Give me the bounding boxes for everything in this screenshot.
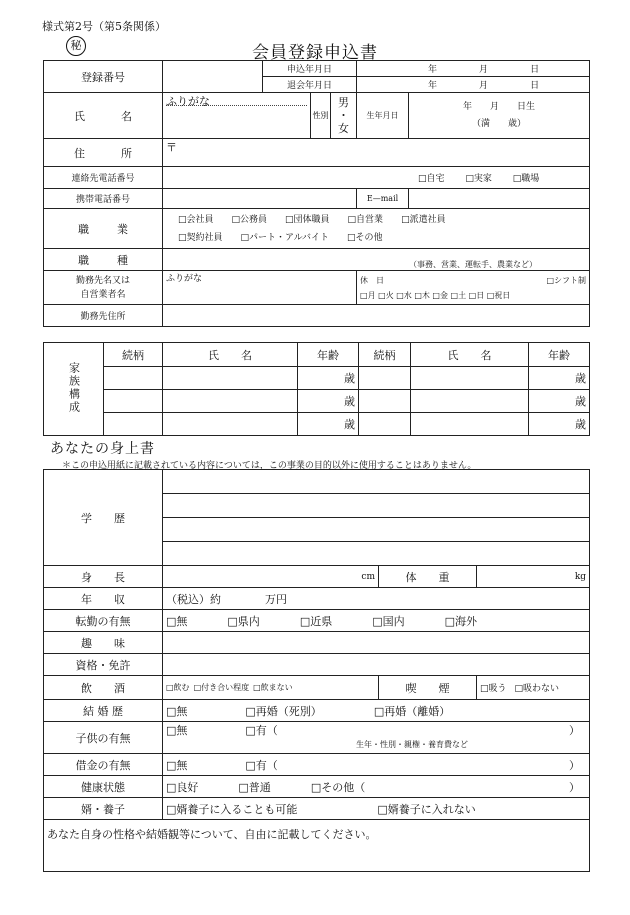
reg-no-field[interactable] xyxy=(163,61,263,93)
family-age-header: 年齢 xyxy=(298,343,359,367)
free-text-field[interactable]: あなた自身の性格や結婚観等について、自由に記載してください。 xyxy=(44,820,590,872)
holiday-field[interactable]: 休 日 □シフト制 □月 □火 □水 □木 □金 □土 □日 □祝日 xyxy=(357,271,590,305)
drink-label: 飲 酒 xyxy=(44,676,163,700)
phone-opt-family[interactable]: □実家 xyxy=(465,174,492,184)
family-cell[interactable] xyxy=(163,390,298,413)
furigana-label: ふりがな xyxy=(166,93,307,106)
license-field[interactable] xyxy=(163,654,590,676)
family-table xyxy=(43,342,590,436)
family-age[interactable]: 歳 xyxy=(298,390,359,413)
debt-field[interactable]: □無 □有（ ） xyxy=(163,754,590,776)
adoption-field[interactable]: □婿養子に入ることも可能 □婿養子に入れない xyxy=(163,798,590,820)
family-label: 家族構成 xyxy=(44,343,104,436)
employer-label: 勤務先名又は 自営業者名 xyxy=(44,271,163,305)
license-label: 資格・免許 xyxy=(44,654,163,676)
education-line[interactable] xyxy=(163,518,590,542)
family-cell[interactable] xyxy=(163,367,298,390)
email-label: E—mail xyxy=(357,189,409,209)
address-label: 住 所 xyxy=(44,139,163,167)
job-type-field[interactable]: （事務、営業、運転手、農業など） xyxy=(163,249,590,271)
family-cell[interactable] xyxy=(359,413,411,436)
birth-field[interactable]: 年 月 日生 （満 歳） xyxy=(409,93,590,139)
email-field[interactable] xyxy=(409,189,590,209)
weight-label: 体 重 xyxy=(379,566,477,588)
family-cell[interactable] xyxy=(104,390,163,413)
family-cell[interactable] xyxy=(359,367,411,390)
children-label: 子供の有無 xyxy=(44,722,163,754)
registration-table xyxy=(43,60,590,327)
family-cell[interactable] xyxy=(411,367,529,390)
sex-field[interactable]: 男 ・ 女 xyxy=(331,93,357,139)
apply-date-field[interactable]: 年 月 日 xyxy=(357,61,590,77)
privacy-note: ＊この申込用紙に記載されている内容については，この事業の目的以外に使用することはありません。 xyxy=(62,461,477,471)
confidential-stamp: 秘 xyxy=(66,36,86,56)
job-type-label: 職 種 xyxy=(44,249,163,271)
mobile-field[interactable] xyxy=(163,189,357,209)
phone-label: 連絡先電話番号 xyxy=(44,167,163,189)
postal-mark: 〒 xyxy=(166,141,177,154)
education-line[interactable] xyxy=(163,470,590,494)
name-label: 氏 名 xyxy=(44,93,163,139)
children-field[interactable]: □無 □有（ ） 生年・性別・親権・養育費など xyxy=(163,722,590,754)
family-name-header: 氏 名 xyxy=(411,343,529,367)
phone-opt-work[interactable]: □職場 xyxy=(512,174,540,184)
reg-no-label: 登録番号 xyxy=(44,61,163,93)
height-label: 身 長 xyxy=(44,566,163,588)
income-label: 年 収 xyxy=(44,588,163,610)
education-label: 学 歴 xyxy=(44,470,163,566)
family-age[interactable]: 歳 xyxy=(529,413,590,436)
section-title: あなたの身上書 xyxy=(50,441,155,457)
apply-date-label: 申込年月日 xyxy=(263,61,357,77)
family-cell[interactable] xyxy=(104,367,163,390)
name-field[interactable] xyxy=(163,93,311,139)
income-field[interactable]: （税込）約 万円 xyxy=(163,588,590,610)
address-field[interactable] xyxy=(163,139,590,167)
hobby-field[interactable] xyxy=(163,632,590,654)
marriage-label: 結 婚 歴 xyxy=(44,700,163,722)
education-line[interactable] xyxy=(163,494,590,518)
form-number: 様式第2号（第5条関係） xyxy=(42,20,166,33)
smoke-label: 喫 煙 xyxy=(379,676,477,700)
family-cell[interactable] xyxy=(359,390,411,413)
form-title: 会員登録申込書 xyxy=(252,43,378,63)
employer-field[interactable]: ふりがな xyxy=(163,271,357,305)
transfer-field[interactable]: □無 □県内 □近県 □国内 □海外 xyxy=(163,610,590,632)
drink-field[interactable]: □飲む □付き合い程度 □飲まない xyxy=(163,676,379,700)
weight-field[interactable]: kg xyxy=(477,566,590,588)
work-address-field[interactable] xyxy=(163,305,590,327)
family-age[interactable]: 歳 xyxy=(529,367,590,390)
work-address-label: 勤務先住所 xyxy=(44,305,163,327)
profile-table xyxy=(43,469,590,872)
birth-label: 生年月日 xyxy=(357,93,409,139)
family-age[interactable]: 歳 xyxy=(298,367,359,390)
family-age[interactable]: 歳 xyxy=(298,413,359,436)
mobile-label: 携帯電話番号 xyxy=(44,189,163,209)
sex-label: 性別 xyxy=(311,93,331,139)
family-cell[interactable] xyxy=(104,413,163,436)
smoke-field[interactable]: □吸う □吸わない xyxy=(477,676,590,700)
family-cell[interactable] xyxy=(163,413,298,436)
family-relation-header: 続柄 xyxy=(104,343,163,367)
withdraw-date-field[interactable]: 年 月 日 xyxy=(357,77,590,93)
phone-opt-home[interactable]: □自宅 xyxy=(418,174,445,184)
health-field[interactable]: □良好 □普通 □その他（ ） xyxy=(163,776,590,798)
family-name-header: 氏 名 xyxy=(163,343,298,367)
marriage-field[interactable]: □無 □再婚（死別） □再婚（離婚） xyxy=(163,700,590,722)
phone-field[interactable] xyxy=(163,167,590,189)
health-label: 健康状態 xyxy=(44,776,163,798)
family-relation-header: 続柄 xyxy=(359,343,411,367)
education-line[interactable] xyxy=(163,542,590,566)
withdraw-date-label: 退会年月日 xyxy=(263,77,357,93)
adoption-label: 婿・養子 xyxy=(44,798,163,820)
family-age[interactable]: 歳 xyxy=(529,390,590,413)
hobby-label: 趣 味 xyxy=(44,632,163,654)
occupation-field[interactable]: □会社員 □公務員 □団体職員 □自営業 □派遣社員 □契約社員 □パート・アルバイト □その他 xyxy=(163,209,590,249)
debt-label: 借金の有無 xyxy=(44,754,163,776)
transfer-label: 転勤の有無 xyxy=(44,610,163,632)
family-age-header: 年齢 xyxy=(529,343,590,367)
occupation-label: 職 業 xyxy=(44,209,163,249)
family-cell[interactable] xyxy=(411,413,529,436)
family-cell[interactable] xyxy=(411,390,529,413)
height-field[interactable]: cm xyxy=(163,566,379,588)
